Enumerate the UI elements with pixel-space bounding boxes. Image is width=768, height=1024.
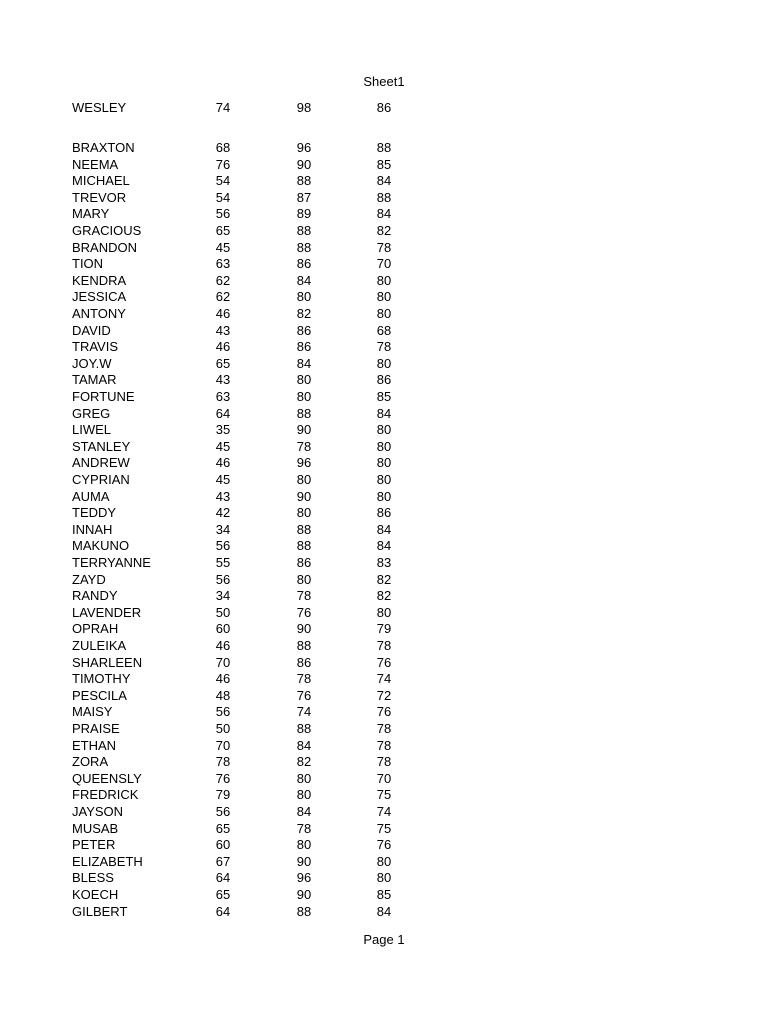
row-name: DAVID: [72, 322, 111, 338]
row-score-1: 50: [215, 721, 231, 736]
row-name: KENDRA: [72, 272, 127, 288]
table-row: [0, 455, 768, 472]
table-row: [0, 406, 768, 423]
row-name: CYPRIAN: [72, 472, 130, 487]
row-name: ETHAN: [72, 737, 117, 753]
table-row: [0, 588, 768, 605]
row-score-1: 62: [215, 289, 231, 305]
row-score-2: 90: [296, 853, 312, 869]
row-name: STANLEY: [72, 438, 131, 454]
row-score-2: 78: [296, 438, 312, 454]
table-row: [0, 240, 768, 257]
table-row: [0, 538, 768, 555]
row-score-2: 82: [296, 754, 312, 770]
row-score-2: 84: [296, 737, 312, 753]
row-score-1: 35: [215, 422, 231, 438]
row-score-1: 65: [215, 887, 231, 902]
row-name: JESSICA: [72, 289, 127, 305]
row-score-2: 87: [296, 189, 312, 205]
table-row: [0, 621, 768, 638]
row-score-1: 60: [215, 621, 231, 637]
row-score-2: 88: [296, 223, 312, 238]
row-score-2: 80: [296, 372, 312, 388]
row-name: BRAXTON: [72, 140, 135, 155]
row-score-3: 80: [376, 422, 392, 438]
row-score-1: 46: [215, 339, 231, 355]
row-name: MAKUNO: [72, 538, 130, 554]
table-row: [0, 140, 768, 157]
row-name: KOECH: [72, 887, 119, 902]
row-score-1: 34: [215, 521, 231, 537]
table-row: [0, 206, 768, 223]
row-score-2: 88: [296, 239, 312, 255]
table-row: [0, 157, 768, 174]
row-score-3: 78: [376, 737, 392, 753]
row-name: ZORA: [72, 754, 109, 770]
row-name: PETER: [72, 837, 116, 853]
row-score-3: 85: [376, 389, 392, 404]
row-score-1: 76: [215, 770, 231, 786]
row-score-3: 82: [376, 571, 392, 587]
row-score-1: 43: [215, 372, 231, 388]
row-score-3: 74: [376, 671, 392, 687]
row-score-1: 64: [215, 903, 231, 919]
table-row: [0, 323, 768, 340]
row-score-2: 76: [296, 604, 312, 620]
row-score-1: 65: [215, 820, 231, 836]
row-score-2: 80: [296, 289, 312, 305]
row-score-2: 78: [296, 820, 312, 836]
row-score-3: 80: [376, 455, 392, 471]
row-score-1: 54: [215, 173, 231, 189]
row-score-2: 74: [296, 704, 312, 720]
table-row: [0, 837, 768, 854]
row-score-2: 89: [296, 206, 312, 222]
page-footer: [0, 932, 768, 948]
row-name: OPRAH: [72, 621, 119, 637]
row-score-3: 78: [376, 638, 392, 653]
table-row: [0, 505, 768, 522]
row-score-2: 80: [296, 787, 312, 803]
table-row: [0, 190, 768, 207]
table-row: [0, 372, 768, 389]
table-row: [0, 854, 768, 871]
row-score-2: 86: [296, 555, 312, 570]
row-score-3: 74: [376, 804, 392, 819]
table-row: [0, 339, 768, 356]
page-number: Page 1: [363, 932, 405, 947]
row-score-2: 78: [296, 671, 312, 687]
row-name: JOY.W: [72, 355, 112, 371]
row-score-1: 70: [215, 654, 231, 670]
row-name: TION: [72, 256, 104, 272]
table-row: [0, 173, 768, 190]
row-name: LAVENDER: [72, 604, 142, 620]
row-score-2: 80: [296, 571, 312, 587]
row-score-2: 86: [296, 256, 312, 272]
row-score-2: 86: [296, 654, 312, 670]
row-score-1: 64: [215, 405, 231, 421]
row-score-2: 80: [296, 505, 312, 521]
row-score-3: 72: [376, 687, 392, 703]
row-score-1: 67: [215, 853, 231, 869]
row-score-3: 75: [376, 787, 392, 803]
row-score-2: 76: [296, 687, 312, 703]
row-name: ZAYD: [72, 571, 106, 587]
row-score-3: 76: [376, 654, 392, 670]
row-score-3: 82: [376, 223, 392, 238]
row-score-1: 64: [215, 870, 231, 886]
row-name: PESCILA: [72, 687, 127, 703]
row-score-1: 54: [215, 189, 231, 205]
row-score-1: 46: [215, 455, 231, 471]
table-row: [0, 870, 768, 887]
table-row: [0, 771, 768, 788]
row-name: FORTUNE: [72, 389, 135, 404]
row-score-2: 90: [296, 621, 312, 637]
table-row: [0, 721, 768, 738]
row-score-1: 60: [215, 837, 231, 853]
table-row: [0, 356, 768, 373]
row-score-3: 80: [376, 488, 392, 504]
row-score-3: 82: [376, 588, 392, 604]
row-name: GRACIOUS: [72, 223, 142, 238]
table-row: [0, 273, 768, 290]
row-name: GILBERT: [72, 903, 128, 919]
table-row: [0, 522, 768, 539]
row-name: ANDREW: [72, 455, 130, 471]
row-score-1: 74: [215, 100, 231, 115]
row-score-2: 90: [296, 422, 312, 438]
row-name: TAMAR: [72, 372, 117, 388]
row-name: SHARLEEN: [72, 654, 143, 670]
row-score-1: 78: [215, 754, 231, 770]
row-score-2: 88: [296, 405, 312, 421]
row-score-2: 90: [296, 488, 312, 504]
row-score-1: 45: [215, 438, 231, 454]
row-score-2: 82: [296, 306, 312, 321]
table-row: [0, 605, 768, 622]
row-score-1: 56: [215, 804, 231, 819]
row-name: AUMA: [72, 488, 110, 504]
row-score-2: 80: [296, 837, 312, 853]
row-score-1: 56: [215, 538, 231, 554]
row-score-3: 84: [376, 538, 392, 554]
row-score-3: 78: [376, 721, 392, 736]
table-row: [0, 821, 768, 838]
table-row: [0, 306, 768, 323]
row-score-2: 86: [296, 339, 312, 355]
row-name: JAYSON: [72, 804, 124, 819]
table-row: [0, 887, 768, 904]
row-score-1: 68: [215, 140, 231, 155]
row-score-3: 68: [376, 322, 392, 338]
table-row: [0, 489, 768, 506]
row-score-1: 56: [215, 206, 231, 222]
row-name: NEEMA: [72, 156, 119, 172]
row-name: LIWEL: [72, 422, 112, 438]
row-name: GREG: [72, 405, 111, 421]
row-name: ELIZABETH: [72, 853, 143, 869]
row-score-1: 34: [215, 588, 231, 604]
table-row: [0, 671, 768, 688]
row-score-3: 86: [376, 100, 392, 115]
row-score-3: 76: [376, 837, 392, 853]
row-score-1: 63: [215, 389, 231, 404]
row-score-3: 80: [376, 306, 392, 321]
row-score-3: 88: [376, 140, 392, 155]
row-score-1: 56: [215, 571, 231, 587]
table-row: [0, 389, 768, 406]
row-name: ANTONY: [72, 306, 126, 321]
table-row: [0, 754, 768, 771]
sheet-title-text: Sheet1: [363, 74, 405, 89]
row-score-3: 85: [376, 156, 392, 172]
row-score-3: 84: [376, 521, 392, 537]
row-score-1: 46: [215, 306, 231, 321]
row-score-1: 63: [215, 256, 231, 272]
row-score-3: 86: [376, 505, 392, 521]
row-score-2: 96: [296, 140, 312, 155]
row-name: TIMOTHY: [72, 671, 131, 687]
row-score-1: 70: [215, 737, 231, 753]
row-score-3: 78: [376, 339, 392, 355]
table-row: [0, 572, 768, 589]
row-score-1: 45: [215, 472, 231, 487]
row-name: INNAH: [72, 521, 113, 537]
table-row: [0, 787, 768, 804]
table-row: [0, 738, 768, 755]
row-score-1: 65: [215, 355, 231, 371]
row-name: FREDRICK: [72, 787, 139, 803]
row-score-2: 86: [296, 322, 312, 338]
table-row: [0, 223, 768, 240]
row-score-3: 84: [376, 206, 392, 222]
row-score-2: 98: [296, 100, 312, 115]
row-score-2: 90: [296, 156, 312, 172]
row-name: MARY: [72, 206, 110, 222]
row-score-2: 88: [296, 903, 312, 919]
row-score-3: 80: [376, 289, 392, 305]
row-score-2: 84: [296, 804, 312, 819]
row-name: RANDY: [72, 588, 118, 604]
table-row: [0, 555, 768, 572]
row-score-1: 62: [215, 272, 231, 288]
row-score-3: 84: [376, 903, 392, 919]
row-score-3: 85: [376, 887, 392, 902]
row-score-3: 79: [376, 621, 392, 637]
table-row: [0, 472, 768, 489]
table-row: [0, 655, 768, 672]
sheet-title: [0, 74, 768, 90]
row-score-3: 88: [376, 189, 392, 205]
row-score-2: 88: [296, 538, 312, 554]
row-score-2: 90: [296, 887, 312, 902]
table-row: [0, 638, 768, 655]
row-name: TEDDY: [72, 505, 117, 521]
row-score-2: 84: [296, 355, 312, 371]
row-score-2: 88: [296, 173, 312, 189]
row-score-2: 80: [296, 770, 312, 786]
table-row: [0, 289, 768, 306]
row-name: WESLEY: [72, 100, 127, 115]
row-name: BLESS: [72, 870, 114, 886]
table-row: [0, 804, 768, 821]
table-row: [0, 904, 768, 921]
row-score-3: 80: [376, 870, 392, 886]
row-score-3: 80: [376, 438, 392, 454]
row-score-3: 70: [376, 256, 392, 272]
row-score-1: 50: [215, 604, 231, 620]
row-score-1: 56: [215, 704, 231, 720]
row-score-1: 65: [215, 223, 231, 238]
row-score-1: 46: [215, 671, 231, 687]
row-name: MAISY: [72, 704, 113, 720]
row-score-1: 43: [215, 322, 231, 338]
table-row: [0, 688, 768, 705]
first-data-row: [0, 100, 768, 117]
row-score-2: 88: [296, 638, 312, 653]
row-name: TREVOR: [72, 189, 127, 205]
row-name: MICHAEL: [72, 173, 130, 189]
row-score-3: 86: [376, 372, 392, 388]
row-score-2: 88: [296, 721, 312, 736]
row-score-3: 83: [376, 555, 392, 570]
row-score-3: 84: [376, 405, 392, 421]
row-score-3: 78: [376, 239, 392, 255]
row-score-3: 80: [376, 272, 392, 288]
row-score-3: 80: [376, 604, 392, 620]
row-name: BRANDON: [72, 239, 138, 255]
row-score-3: 80: [376, 853, 392, 869]
row-score-1: 79: [215, 787, 231, 803]
row-score-2: 96: [296, 870, 312, 886]
row-name: PRAISE: [72, 721, 120, 736]
row-score-3: 80: [376, 472, 392, 487]
table-row: [0, 439, 768, 456]
row-score-1: 76: [215, 156, 231, 172]
table-row: [0, 422, 768, 439]
row-score-3: 76: [376, 704, 392, 720]
row-score-1: 46: [215, 638, 231, 653]
row-score-1: 42: [215, 505, 231, 521]
row-name: TRAVIS: [72, 339, 118, 355]
row-score-2: 96: [296, 455, 312, 471]
row-score-3: 84: [376, 173, 392, 189]
row-score-1: 45: [215, 239, 231, 255]
row-score-2: 78: [296, 588, 312, 604]
row-score-2: 80: [296, 389, 312, 404]
row-score-2: 84: [296, 272, 312, 288]
row-score-2: 80: [296, 472, 312, 487]
row-name: TERRYANNE: [72, 555, 151, 570]
row-score-3: 70: [376, 770, 392, 786]
table-row: [0, 704, 768, 721]
row-score-3: 80: [376, 355, 392, 371]
row-score-1: 43: [215, 488, 231, 504]
row-score-3: 75: [376, 820, 392, 836]
table-row: [0, 256, 768, 273]
row-name: QUEENSLY: [72, 770, 142, 786]
row-name: ZULEIKA: [72, 638, 127, 653]
row-name: MUSAB: [72, 820, 119, 836]
row-score-1: 48: [215, 687, 231, 703]
row-score-1: 55: [215, 555, 231, 570]
row-score-3: 78: [376, 754, 392, 770]
row-score-2: 88: [296, 521, 312, 537]
